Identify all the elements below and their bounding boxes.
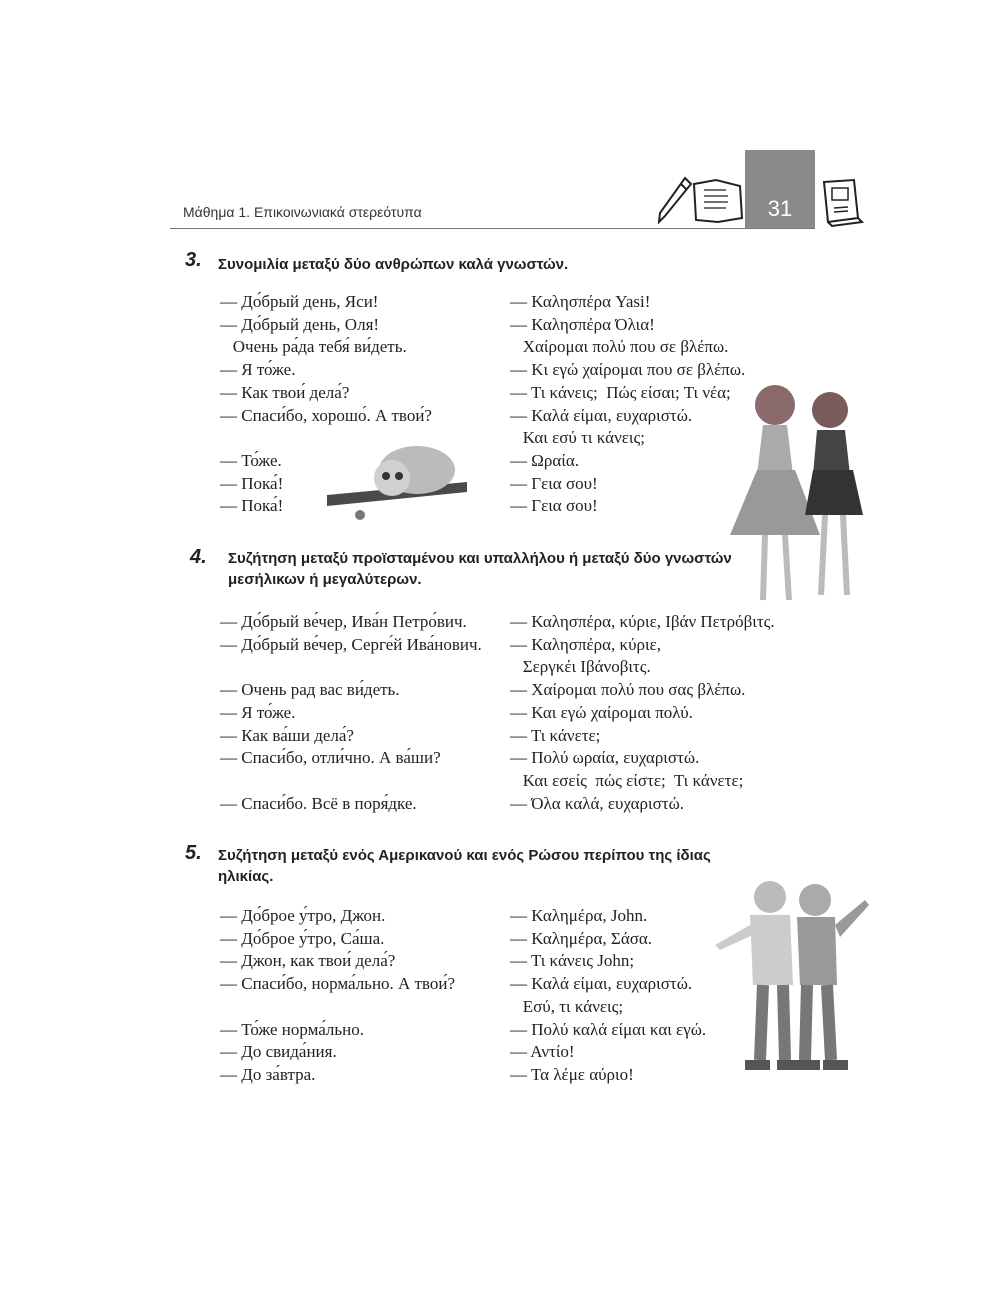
greek-line: — Καλησπέρα Όλια! — [510, 314, 655, 334]
open-book-icon — [690, 178, 745, 226]
greek-line: — Καλησπέρα Yasi! — [510, 292, 651, 311]
greek-line: — Καλησπέρα, κύριε, Ιβάν Πετρόβιτς. — [510, 612, 775, 631]
russian-line: — Я то́же. — [220, 360, 296, 380]
greek-line: — Καλησπέρα, κύριε, — [510, 634, 661, 654]
russian-line: — Очень рад вас ви́деть. — [220, 680, 400, 700]
greek-line: — Τα λέμε αύριο! — [510, 1064, 634, 1084]
greek-line: — Τι κάνεις John; — [510, 951, 635, 971]
russian-line: — До за́втра. — [220, 1064, 316, 1084]
greek-line: — Καλά είμαι, ευχαριστώ. — [510, 405, 693, 425]
russian-line: — До́брый день, Яси! — [220, 292, 379, 311]
russian-line: — Джон, как твои́ дела́? — [220, 951, 396, 971]
greek-line: — Και εγώ χαίρομαι πολύ. — [510, 702, 693, 722]
russian-line: — До́брый день, Оля! — [220, 314, 380, 334]
section-title: Συζήτηση μεταξύ προϊσταμένου και υπαλλήλου ή μεταξύ δύο γνωστών μεσήλικων ή μεγαλύτερων. — [228, 550, 732, 588]
russian-line: — Спаси́бо, отли́чно. А ва́ши? — [220, 748, 441, 768]
greek-line: — Γεια σου! — [510, 473, 598, 493]
russian-line: — Пока́! — [220, 473, 284, 493]
russian-line: — Я то́же. — [220, 702, 296, 722]
russian-line: — До́брое у́тро, Са́ша. — [220, 928, 385, 948]
greek-line: Χαίρομαι πολύ που σε βλέπω. — [510, 337, 729, 357]
russian-line: — Спаси́бо, норма́льно. А твои́? — [220, 974, 456, 994]
section-title: Συνομιλία μεταξύ δύο ανθρώπων καλά γνωστών. — [218, 256, 569, 273]
section-title: Συζήτηση μεταξύ ενός Αμερικανού και ενός Ρώσου περίπου της ίδιας ηλικίας. — [218, 847, 711, 885]
russian-line: — До́брый ве́чер, Серге́й Ива́нович. — [220, 634, 482, 654]
chapter-title: Μάθημα 1. Επικοινωνιακά στερεότυπα — [183, 204, 422, 220]
greek-line: — Χαίρομαι πολύ που σας βλέπω. — [510, 680, 746, 700]
greek-line: — Τι κάνεις; Πώς είσαι; Τι νέα; — [510, 382, 731, 402]
russian-line: — То́же. — [220, 450, 282, 470]
section-number: 4. — [190, 546, 207, 568]
greek-line: — Κι εγώ χαίρομαι που σε βλέπω. — [510, 360, 746, 380]
greek-line: — Καλημέρα, Σάσα. — [510, 928, 653, 948]
greek-line: — Όλα καλά, ευχαριστώ. — [510, 793, 685, 813]
pen-icon — [655, 176, 695, 224]
greek-line: — Πολύ καλά είμαι και εγώ. — [510, 1019, 707, 1039]
russian-line: — До свида́ния. — [220, 1042, 337, 1062]
greek-line: Και εσείς πώς είστε; Τι κάνετε; — [510, 770, 744, 790]
russian-line: — Как твои́ дела́? — [220, 382, 350, 402]
greek-line: — Πολύ ωραία, ευχαριστώ. — [510, 748, 700, 768]
russian-line: — Спаси́бо. Всё в поря́дке. — [220, 793, 417, 813]
header-divider — [170, 228, 815, 229]
russian-line: Очень ра́да тебя́ ви́деть. — [220, 337, 407, 357]
greek-line: Σεργκέι Ιβάνοβιτς. — [510, 657, 651, 677]
greek-line: — Αντίο! — [510, 1042, 575, 1062]
greek-line: — Γεια σου! — [510, 496, 598, 516]
two-girls-illustration — [725, 375, 885, 605]
section-number: 5. — [185, 842, 202, 864]
russian-line: — До́брое у́тро, Джон. — [220, 906, 386, 925]
section-number: 3. — [185, 249, 202, 271]
greek-line: Εσύ, τι κάνεις; — [510, 996, 624, 1016]
russian-line: — То́же норма́льно. — [220, 1019, 365, 1039]
russian-line: — До́брый ве́чер, Ива́н Петро́вич. — [220, 612, 467, 631]
cat-on-branch-illustration — [322, 440, 472, 530]
closed-book-icon — [820, 178, 866, 228]
greek-line: — Καλά είμαι, ευχαριστώ. — [510, 974, 693, 994]
two-men-illustration — [715, 875, 880, 1085]
greek-line: — Ωραία. — [510, 450, 580, 470]
russian-line: — Спаси́бо, хорошо́. А твои́? — [220, 405, 432, 425]
russian-line: — Как ва́ши дела́? — [220, 725, 354, 745]
greek-line: — Καλημέρα, John. — [510, 906, 648, 925]
russian-line: — Пока́! — [220, 496, 284, 516]
greek-line: Και εσύ τι κάνεις; — [510, 428, 645, 448]
greek-line: — Τι κάνετε; — [510, 725, 601, 745]
page-number: 31 — [767, 196, 793, 221]
